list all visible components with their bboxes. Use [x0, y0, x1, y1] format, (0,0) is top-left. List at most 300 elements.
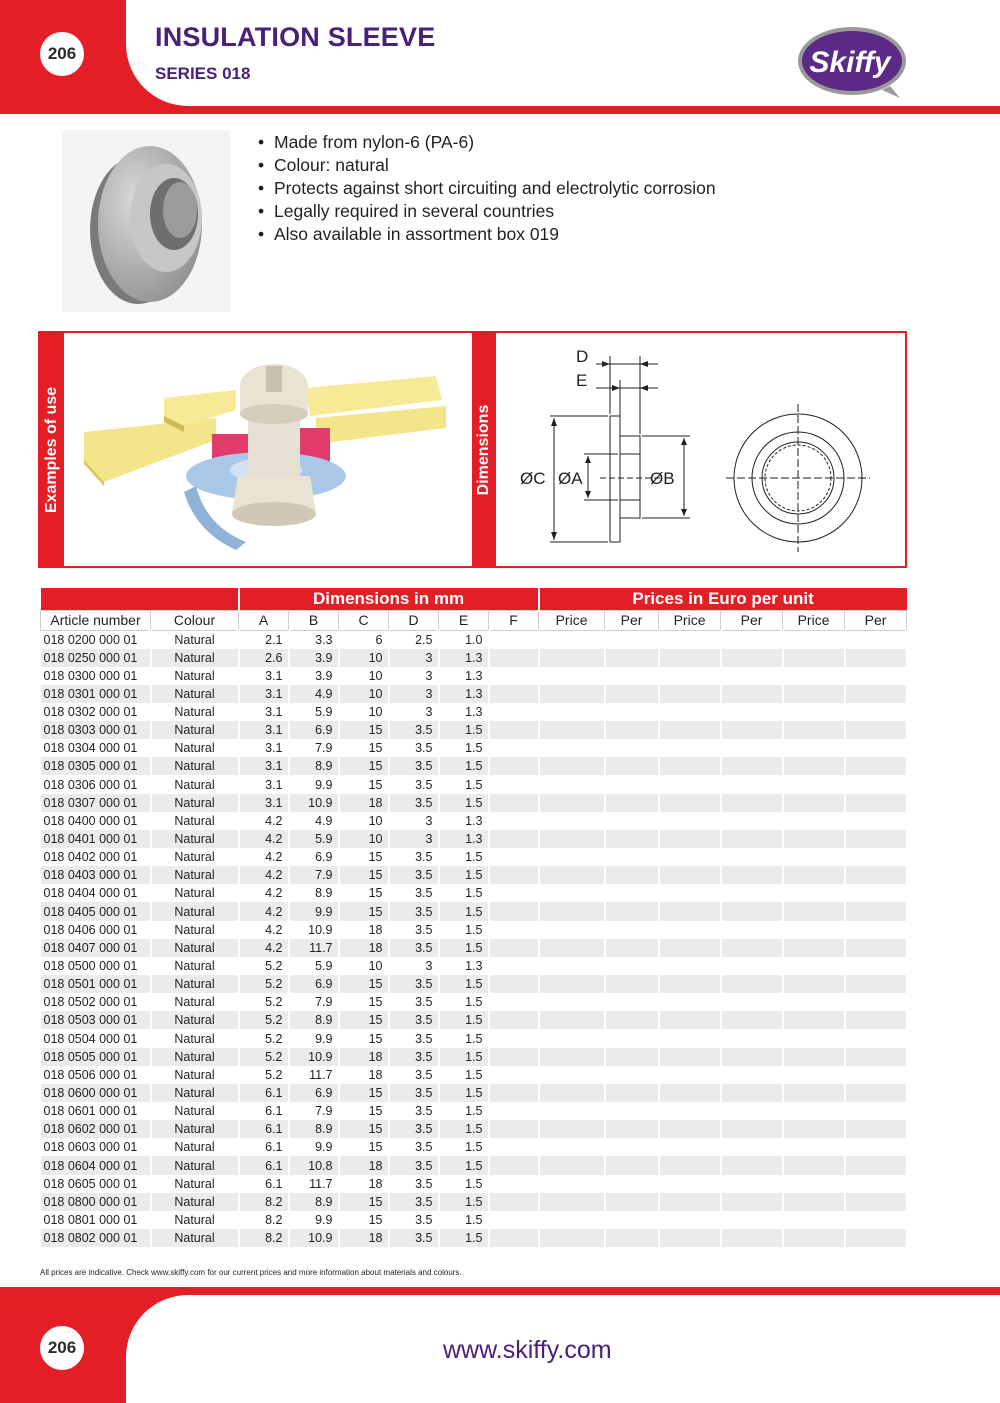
- value-cell: [659, 993, 721, 1011]
- value-cell: [721, 848, 783, 866]
- value-cell: [845, 1175, 907, 1193]
- value-cell: 15: [339, 1120, 389, 1138]
- value-cell: 10: [339, 957, 389, 975]
- value-cell: [659, 757, 721, 775]
- value-cell: [721, 1011, 783, 1029]
- value-cell: [489, 1138, 539, 1156]
- value-cell: 10.8: [289, 1156, 339, 1174]
- article-number-cell: 018 0801 000 01: [41, 1211, 151, 1229]
- value-cell: [489, 1066, 539, 1084]
- value-cell: 15: [339, 721, 389, 739]
- value-cell: [783, 848, 845, 866]
- value-cell: [659, 1011, 721, 1029]
- value-cell: [489, 866, 539, 884]
- table-row: [41, 975, 907, 993]
- value-cell: 6.1: [239, 1084, 289, 1102]
- value-cell: 3.5: [389, 1211, 439, 1229]
- value-cell: 3.5: [389, 939, 439, 957]
- value-cell: [783, 630, 845, 649]
- value-cell: [845, 1102, 907, 1120]
- value-cell: [845, 1084, 907, 1102]
- colour-cell: Natural: [151, 1084, 239, 1102]
- value-cell: [659, 721, 721, 739]
- value-cell: [489, 1084, 539, 1102]
- value-cell: 3.1: [239, 757, 289, 775]
- colour-cell: Natural: [151, 630, 239, 649]
- article-number-cell: 018 0505 000 01: [41, 1048, 151, 1066]
- value-cell: [539, 921, 605, 939]
- value-cell: 4.2: [239, 866, 289, 884]
- value-cell: [721, 739, 783, 757]
- value-cell: 4.2: [239, 884, 289, 902]
- value-cell: [721, 921, 783, 939]
- value-cell: [721, 866, 783, 884]
- value-cell: [605, 939, 659, 957]
- value-cell: [845, 1156, 907, 1174]
- value-cell: 3.5: [389, 721, 439, 739]
- value-cell: 1.5: [439, 1084, 489, 1102]
- value-cell: 15: [339, 902, 389, 920]
- article-number-cell: 018 0800 000 01: [41, 1193, 151, 1211]
- value-cell: [539, 630, 605, 649]
- value-cell: [539, 703, 605, 721]
- value-cell: 15: [339, 757, 389, 775]
- value-cell: 15: [339, 1011, 389, 1029]
- value-cell: [605, 902, 659, 920]
- value-cell: [539, 1138, 605, 1156]
- value-cell: [783, 1029, 845, 1047]
- colour-cell: Natural: [151, 921, 239, 939]
- colour-cell: Natural: [151, 939, 239, 957]
- table-row: [41, 939, 907, 957]
- value-cell: 10: [339, 812, 389, 830]
- value-cell: 3.5: [389, 1084, 439, 1102]
- value-cell: [659, 812, 721, 830]
- value-cell: [783, 1102, 845, 1120]
- value-cell: [605, 721, 659, 739]
- article-number-cell: 018 0500 000 01: [41, 957, 151, 975]
- value-cell: [489, 957, 539, 975]
- value-cell: 6.9: [289, 975, 339, 993]
- value-cell: [605, 1102, 659, 1120]
- value-cell: 1.5: [439, 1066, 489, 1084]
- value-cell: [845, 649, 907, 667]
- value-cell: [845, 884, 907, 902]
- table-row: [41, 830, 907, 848]
- value-cell: [539, 757, 605, 775]
- value-cell: [783, 775, 845, 793]
- value-cell: [539, 1211, 605, 1229]
- dimensions-tab: [472, 333, 496, 566]
- table-row: [41, 721, 907, 739]
- column-header: Per: [845, 610, 907, 630]
- value-cell: [605, 667, 659, 685]
- website-link[interactable]: www.skiffy.com: [443, 1336, 612, 1364]
- value-cell: [605, 812, 659, 830]
- colour-cell: Natural: [151, 993, 239, 1011]
- value-cell: [489, 1048, 539, 1066]
- value-cell: 5.9: [289, 703, 339, 721]
- value-cell: [721, 1138, 783, 1156]
- column-header: Price: [659, 610, 721, 630]
- value-cell: 8.9: [289, 884, 339, 902]
- logo-wordmark: Skiffy: [809, 46, 891, 79]
- column-header: D: [389, 610, 439, 630]
- value-cell: [539, 1066, 605, 1084]
- value-cell: 1.5: [439, 1175, 489, 1193]
- value-cell: [489, 902, 539, 920]
- value-cell: [845, 1048, 907, 1066]
- value-cell: 10: [339, 830, 389, 848]
- value-cell: [659, 866, 721, 884]
- value-cell: 2.5: [389, 630, 439, 649]
- dim-label-d: D: [576, 347, 589, 366]
- dim-label-c: ØC: [520, 469, 546, 488]
- value-cell: 1.5: [439, 1138, 489, 1156]
- article-number-cell: 018 0401 000 01: [41, 830, 151, 848]
- colour-cell: Natural: [151, 1138, 239, 1156]
- value-cell: 1.5: [439, 1102, 489, 1120]
- value-cell: [605, 703, 659, 721]
- value-cell: [605, 685, 659, 703]
- dim-label-b: ØB: [650, 469, 675, 488]
- value-cell: [783, 1120, 845, 1138]
- value-cell: 1.5: [439, 1029, 489, 1047]
- column-header: C: [339, 610, 389, 630]
- colour-cell: Natural: [151, 685, 239, 703]
- value-cell: [489, 667, 539, 685]
- value-cell: [539, 1193, 605, 1211]
- value-cell: 3.9: [289, 649, 339, 667]
- value-cell: 18: [339, 921, 389, 939]
- value-cell: 3.5: [389, 848, 439, 866]
- article-number-cell: 018 0301 000 01: [41, 685, 151, 703]
- value-cell: [659, 1120, 721, 1138]
- value-cell: [539, 1084, 605, 1102]
- value-cell: [659, 1138, 721, 1156]
- value-cell: 3.1: [239, 685, 289, 703]
- value-cell: 9.9: [289, 1029, 339, 1047]
- value-cell: [659, 775, 721, 793]
- value-cell: [489, 1156, 539, 1174]
- value-cell: [783, 939, 845, 957]
- value-cell: 6.9: [289, 848, 339, 866]
- value-cell: [845, 1029, 907, 1047]
- article-number-cell: 018 0406 000 01: [41, 921, 151, 939]
- value-cell: [721, 1102, 783, 1120]
- value-cell: 1.3: [439, 649, 489, 667]
- value-cell: [489, 1211, 539, 1229]
- value-cell: [783, 902, 845, 920]
- value-cell: [489, 812, 539, 830]
- colour-cell: Natural: [151, 830, 239, 848]
- value-cell: 11.7: [289, 1175, 339, 1193]
- value-cell: [539, 884, 605, 902]
- value-cell: [659, 649, 721, 667]
- value-cell: [659, 957, 721, 975]
- page-subtitle: SERIES 018: [155, 64, 251, 83]
- value-cell: [783, 721, 845, 739]
- value-cell: [489, 1175, 539, 1193]
- value-cell: 3.1: [239, 703, 289, 721]
- value-cell: [845, 902, 907, 920]
- value-cell: [659, 902, 721, 920]
- value-cell: [783, 1011, 845, 1029]
- value-cell: [845, 757, 907, 775]
- column-header: Colour: [151, 610, 239, 630]
- value-cell: 2.6: [239, 649, 289, 667]
- value-cell: [845, 667, 907, 685]
- table-row: [41, 649, 907, 667]
- value-cell: 15: [339, 884, 389, 902]
- group-header-blank: [41, 588, 239, 610]
- value-cell: [605, 1175, 659, 1193]
- table-row: [41, 1156, 907, 1174]
- value-cell: [845, 794, 907, 812]
- page-title: INSULATION SLEEVE: [155, 22, 436, 52]
- value-cell: [845, 1138, 907, 1156]
- value-cell: 4.2: [239, 902, 289, 920]
- value-cell: 15: [339, 993, 389, 1011]
- article-number-cell: 018 0506 000 01: [41, 1066, 151, 1084]
- value-cell: [489, 993, 539, 1011]
- value-cell: [539, 685, 605, 703]
- value-cell: 1.3: [439, 703, 489, 721]
- value-cell: 9.9: [289, 902, 339, 920]
- colour-cell: Natural: [151, 775, 239, 793]
- value-cell: 1.5: [439, 1193, 489, 1211]
- value-cell: 7.9: [289, 1102, 339, 1120]
- table-row: [41, 921, 907, 939]
- value-cell: [539, 1102, 605, 1120]
- table-row: [41, 1084, 907, 1102]
- value-cell: [783, 1066, 845, 1084]
- value-cell: 8.9: [289, 1011, 339, 1029]
- value-cell: 4.2: [239, 812, 289, 830]
- value-cell: [489, 939, 539, 957]
- value-cell: [845, 630, 907, 649]
- value-cell: [489, 739, 539, 757]
- value-cell: [783, 1084, 845, 1102]
- value-cell: [605, 775, 659, 793]
- value-cell: [783, 975, 845, 993]
- table-row: [41, 1066, 907, 1084]
- value-cell: [721, 685, 783, 703]
- table-row: [41, 757, 907, 775]
- table-row: [41, 993, 907, 1011]
- colour-cell: Natural: [151, 1102, 239, 1120]
- value-cell: [845, 975, 907, 993]
- article-number-cell: 018 0200 000 01: [41, 630, 151, 649]
- value-cell: [539, 1229, 605, 1247]
- value-cell: [489, 703, 539, 721]
- value-cell: 1.5: [439, 1048, 489, 1066]
- colour-cell: Natural: [151, 739, 239, 757]
- value-cell: [659, 739, 721, 757]
- value-cell: 10: [339, 667, 389, 685]
- value-cell: [605, 1156, 659, 1174]
- price-note: All prices are indicative. Check www.skiffy.com for our current prices and more information about materials and colours.: [40, 1268, 462, 1277]
- feature-item: • Protects against short circuiting and electrolytic corrosion: [258, 177, 716, 200]
- value-cell: 5.2: [239, 1029, 289, 1047]
- value-cell: [539, 667, 605, 685]
- colour-cell: Natural: [151, 902, 239, 920]
- value-cell: [605, 1211, 659, 1229]
- value-cell: 10: [339, 685, 389, 703]
- value-cell: 18: [339, 1229, 389, 1247]
- value-cell: [845, 1193, 907, 1211]
- colour-cell: Natural: [151, 1029, 239, 1047]
- value-cell: [489, 921, 539, 939]
- table-row: [41, 775, 907, 793]
- value-cell: 3.5: [389, 1156, 439, 1174]
- value-cell: [539, 975, 605, 993]
- colour-cell: Natural: [151, 866, 239, 884]
- value-cell: 1.3: [439, 667, 489, 685]
- column-header: Article number: [41, 610, 151, 630]
- value-cell: [783, 1138, 845, 1156]
- value-cell: [721, 830, 783, 848]
- value-cell: 5.2: [239, 975, 289, 993]
- value-cell: [659, 667, 721, 685]
- value-cell: [605, 739, 659, 757]
- value-cell: [489, 630, 539, 649]
- value-cell: [539, 1175, 605, 1193]
- value-cell: 1.5: [439, 921, 489, 939]
- value-cell: [539, 1029, 605, 1047]
- value-cell: [783, 1211, 845, 1229]
- value-cell: [845, 703, 907, 721]
- value-cell: [489, 1120, 539, 1138]
- value-cell: [845, 812, 907, 830]
- value-cell: 7.9: [289, 993, 339, 1011]
- value-cell: [783, 866, 845, 884]
- value-cell: [659, 1084, 721, 1102]
- feature-item: • Colour: natural: [258, 154, 716, 177]
- value-cell: 1.0: [439, 630, 489, 649]
- value-cell: [845, 721, 907, 739]
- value-cell: [605, 957, 659, 975]
- value-cell: [845, 739, 907, 757]
- value-cell: [659, 830, 721, 848]
- value-cell: [605, 921, 659, 939]
- table-row: [41, 957, 907, 975]
- value-cell: 5.9: [289, 830, 339, 848]
- value-cell: 10.9: [289, 1229, 339, 1247]
- value-cell: [489, 1029, 539, 1047]
- value-cell: [539, 1156, 605, 1174]
- value-cell: [783, 993, 845, 1011]
- value-cell: [489, 1011, 539, 1029]
- value-cell: [721, 1175, 783, 1193]
- group-header-prices: Prices in Euro per unit: [539, 588, 907, 610]
- footer-page-number-badge: 206: [40, 1326, 84, 1370]
- value-cell: 1.5: [439, 794, 489, 812]
- value-cell: [721, 1120, 783, 1138]
- value-cell: 4.9: [289, 685, 339, 703]
- article-number-cell: 018 0307 000 01: [41, 794, 151, 812]
- value-cell: [783, 830, 845, 848]
- value-cell: [845, 921, 907, 939]
- table-row: [41, 1229, 907, 1247]
- value-cell: [489, 1193, 539, 1211]
- value-cell: [605, 866, 659, 884]
- value-cell: [845, 1120, 907, 1138]
- value-cell: [845, 1229, 907, 1247]
- value-cell: [489, 649, 539, 667]
- value-cell: 1.5: [439, 884, 489, 902]
- value-cell: [721, 957, 783, 975]
- value-cell: [659, 975, 721, 993]
- value-cell: 5.9: [289, 957, 339, 975]
- value-cell: [721, 721, 783, 739]
- table-row: [41, 866, 907, 884]
- value-cell: 1.5: [439, 993, 489, 1011]
- colour-cell: Natural: [151, 812, 239, 830]
- article-number-cell: 018 0400 000 01: [41, 812, 151, 830]
- value-cell: 10.9: [289, 1048, 339, 1066]
- value-cell: 9.9: [289, 1138, 339, 1156]
- value-cell: [783, 884, 845, 902]
- table-row: [41, 630, 907, 649]
- dimensions-label: Dimensions: [475, 404, 492, 495]
- value-cell: 5.2: [239, 957, 289, 975]
- colour-cell: Natural: [151, 1156, 239, 1174]
- table-row: [41, 667, 907, 685]
- value-cell: [539, 830, 605, 848]
- value-cell: [659, 1066, 721, 1084]
- value-cell: 3.5: [389, 884, 439, 902]
- value-cell: [489, 848, 539, 866]
- value-cell: [659, 1211, 721, 1229]
- article-number-cell: 018 0304 000 01: [41, 739, 151, 757]
- value-cell: [721, 939, 783, 957]
- value-cell: 6.1: [239, 1120, 289, 1138]
- article-number-cell: 018 0501 000 01: [41, 975, 151, 993]
- value-cell: 3: [389, 957, 439, 975]
- group-header-dimensions: Dimensions in mm: [239, 588, 539, 610]
- value-cell: [721, 902, 783, 920]
- value-cell: [605, 1120, 659, 1138]
- column-header: B: [289, 610, 339, 630]
- value-cell: 3.5: [389, 1048, 439, 1066]
- column-header: E: [439, 610, 489, 630]
- value-cell: 5.2: [239, 1011, 289, 1029]
- colour-cell: Natural: [151, 1011, 239, 1029]
- article-number-cell: 018 0604 000 01: [41, 1156, 151, 1174]
- value-cell: 7.9: [289, 739, 339, 757]
- value-cell: 5.2: [239, 1048, 289, 1066]
- table-row: [41, 1029, 907, 1047]
- value-cell: [845, 1011, 907, 1029]
- value-cell: [539, 1120, 605, 1138]
- value-cell: 3.5: [389, 902, 439, 920]
- value-cell: 3.1: [239, 667, 289, 685]
- dim-label-e: E: [576, 371, 588, 390]
- insulation-sleeve-image: [62, 130, 230, 312]
- table-row: [41, 1048, 907, 1066]
- value-cell: [605, 1229, 659, 1247]
- value-cell: [489, 1102, 539, 1120]
- value-cell: 3.5: [389, 1066, 439, 1084]
- value-cell: [721, 775, 783, 793]
- value-cell: 4.9: [289, 812, 339, 830]
- value-cell: 18: [339, 1175, 389, 1193]
- value-cell: [721, 1084, 783, 1102]
- value-cell: [605, 649, 659, 667]
- value-cell: 5.2: [239, 1066, 289, 1084]
- value-cell: 3.5: [389, 1120, 439, 1138]
